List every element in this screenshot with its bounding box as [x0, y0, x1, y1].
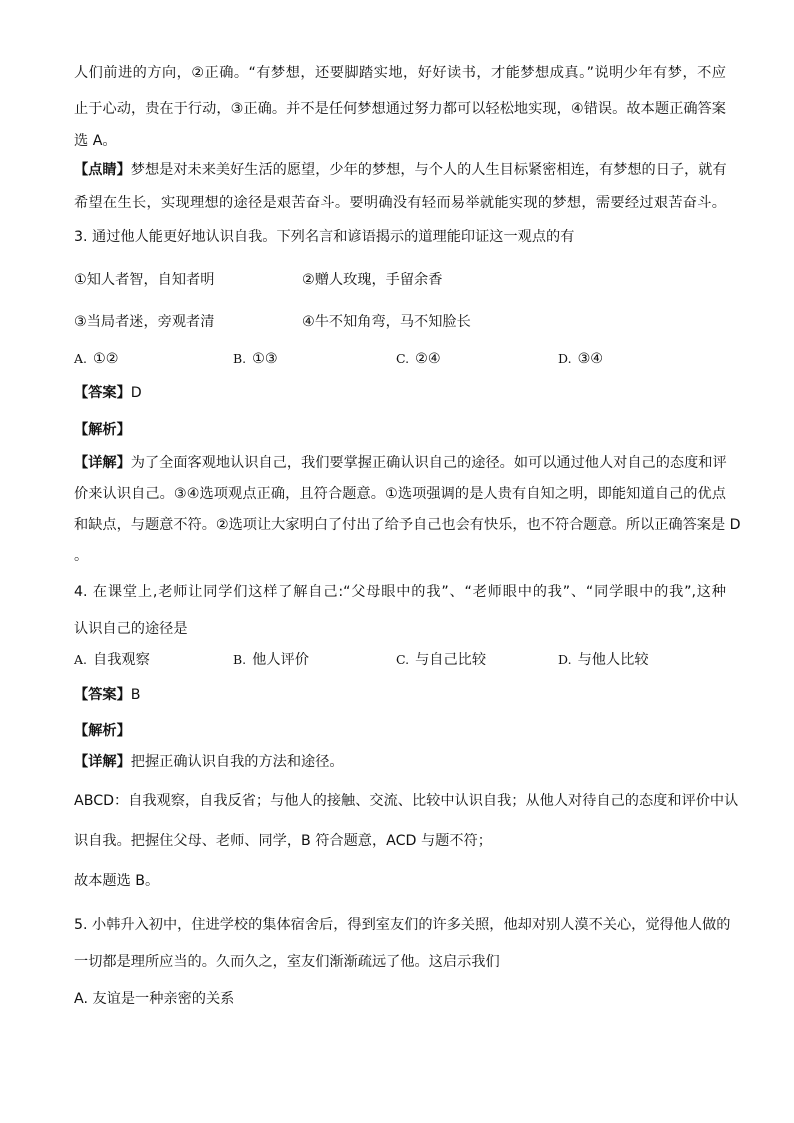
question-4-stem: 4. 在课堂上,老师让同学们这样了解自己:“父母眼中的我”、“老师眼中的我”、“同学眼中的我”,这种 [74, 584, 726, 600]
q3-detail-tag: 【详解】 [74, 455, 131, 471]
q3-statement-4: ④牛不知角弯，马不知脸长 [302, 314, 471, 330]
q3-statement-1: ①知人者智，自知者明 [74, 272, 215, 288]
text-line [74, 160, 726, 180]
q4-option-d: D. 与他人比较 [558, 652, 649, 668]
q4-detail-tag: 【详解】 [74, 754, 131, 770]
text-line: 识自我。把握住父母、老师、同学，B 符合题意，ACD 与题不符； [74, 833, 492, 849]
q3-statement-2: ②赠人玫瑰，手留余香 [302, 272, 443, 288]
q3-option-a: A. ①② [74, 351, 119, 367]
q3-analysis-heading: 【解析】 [74, 422, 131, 438]
text-line: 人们前进的方向，②正确。“有梦想，还要脚踏实地，好好读书，才能梦想成真。”说明少年有梦，不应 [74, 65, 726, 81]
q3-statement-3: ③当局者迷，旁观者清 [74, 314, 215, 330]
question-4-stem: 认识自己的途径是 [74, 621, 188, 637]
text-line: 【详解】把握正确认识自我的方法和途径。 [74, 754, 344, 770]
question-3-stem: 3. 通过他人能更好地认识自我。下列名言和谚语揭示的道理能印证这一观点的有 [74, 229, 575, 245]
question-5-stem: 5. 小韩升入初中，住进学校的集体宿舍后，得到室友们的许多关照，他却对别人漠不关心，觉得他人做的 [74, 917, 731, 933]
text-line: 价来认识自己。③④选项观点正确，且符合题意。①选项强调的是人贵有自知之明，即能知道自己的优点 [74, 486, 726, 502]
text-line: ABCD：自我观察，自我反省；与他人的接触、交流、比较中认识自我；从他人对待自己的态度和评价中认 [74, 793, 739, 809]
q3-option-c: C. ②④ [396, 351, 441, 367]
q3-option-b: B. ①③ [233, 351, 278, 367]
q4-option-c: C. 与自己比较 [396, 652, 487, 668]
q4-answer: 【答案】B [74, 687, 141, 703]
text-line: 选 A。 [74, 133, 117, 149]
text-line: 。 [74, 548, 89, 564]
dianjing-text: 梦想是对未来美好生活的愿望，少年的梦想，与个人的人生目标紧密相连，有梦想的日子，就有 [130, 162, 727, 178]
text-line: 止于心动，贵在于行动，③正确。并不是任何梦想通过努力都可以轻松地实现，④错误。故本题正确答案 [74, 101, 726, 117]
q4-option-b: B. 他人评价 [233, 652, 309, 668]
text-line: 【详解】为了全面客观地认识自己，我们要掌握正确认识自己的途径。如可以通过他人对自己的态度和评 [74, 455, 727, 471]
q4-option-a: A. 自我观察 [74, 652, 150, 668]
q5-option-a: A. 友谊是一种亲密的关系 [74, 991, 235, 1007]
dianjing-tag: 【点睛】 [74, 162, 131, 178]
text-line: 希望在生长，实现理想的途径是艰苦奋斗。要明确没有轻而易举就能实现的梦想，需要经过艰苦奋斗。 [74, 195, 726, 211]
text-line: 故本题选 B。 [74, 873, 160, 889]
text-line: 和缺点，与题意不符。②选项让大家明白了付出了给予自己也会有快乐，也不符合题意。所以正确答案是 D [74, 517, 741, 533]
q3-option-d: D. ③④ [558, 351, 604, 367]
question-5-stem: 一切都是理所应当的。久而久之，室友们渐渐疏远了他。这启示我们 [74, 954, 500, 970]
q3-answer: 【答案】D [74, 385, 142, 401]
q4-analysis-heading: 【解析】 [74, 723, 131, 739]
